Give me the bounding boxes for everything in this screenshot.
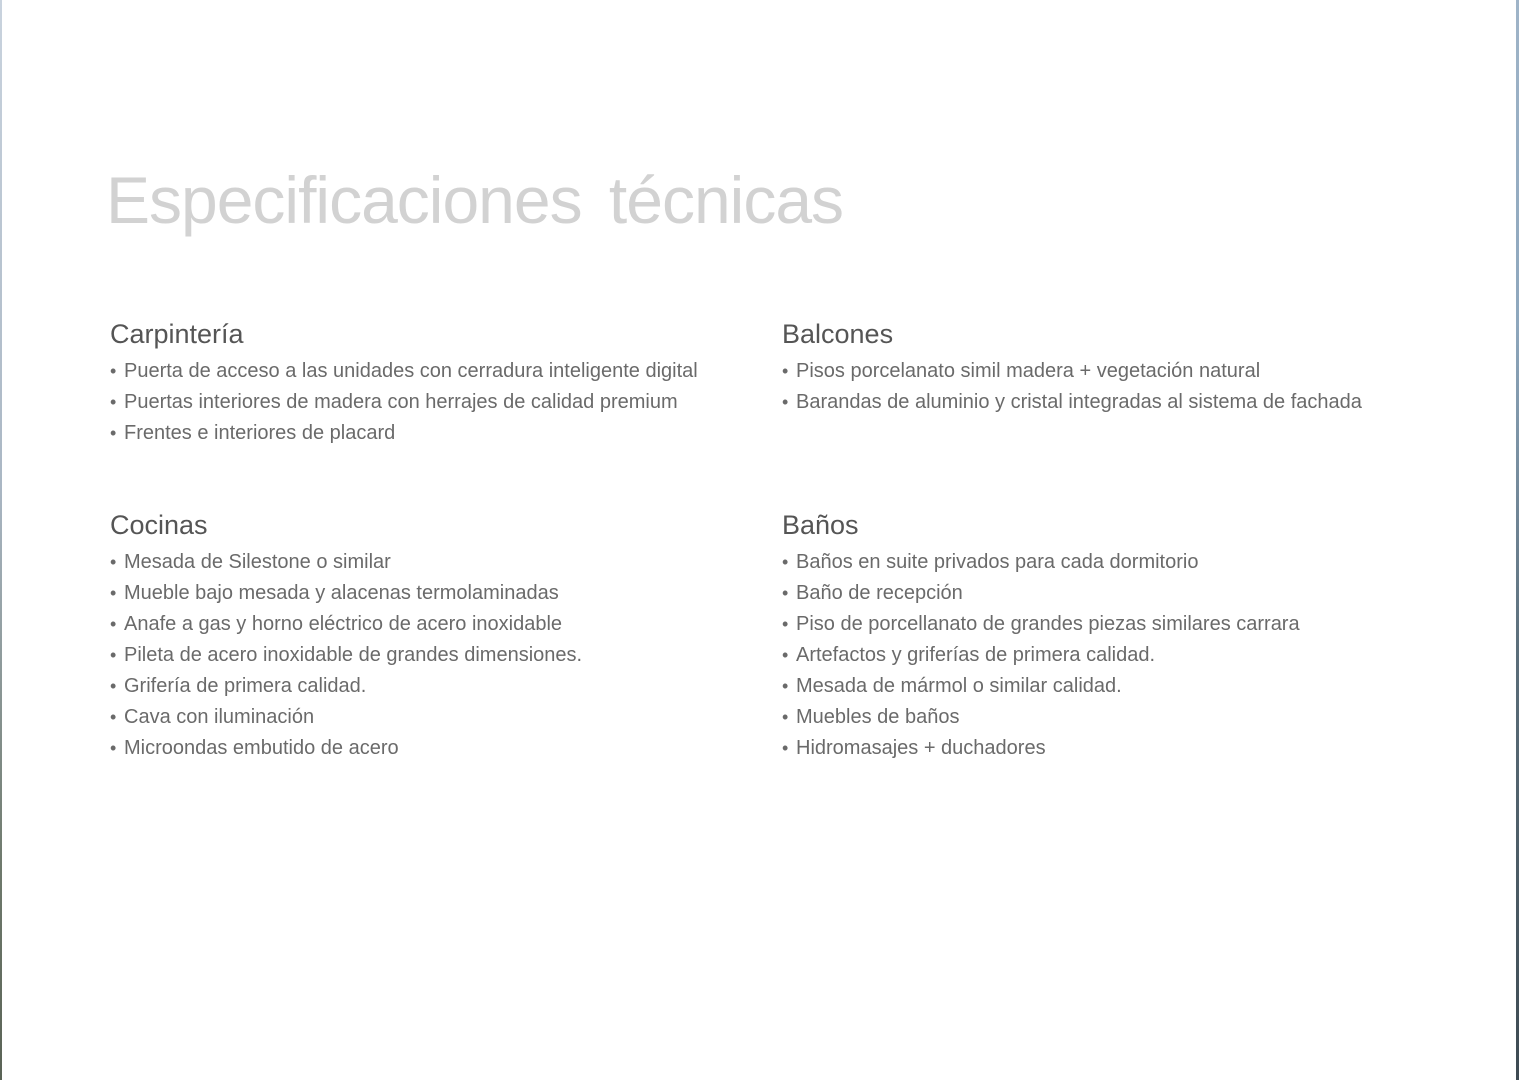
- list-item-text: Baños en suite privados para cada dormitorio: [796, 551, 1199, 573]
- section-banos: [782, 507, 1300, 764]
- spec-list-cocinas: [110, 547, 582, 764]
- bullet-icon: •: [110, 423, 117, 443]
- list-item-text: Puerta de acceso a las unidades con cerradura inteligente digital: [124, 360, 698, 382]
- list-item: [782, 356, 1362, 387]
- list-item: [782, 702, 1300, 733]
- list-item-text: Pileta de acero inoxidable de grandes dimensiones.: [124, 644, 583, 666]
- bullet-icon: •: [782, 645, 789, 665]
- list-item-text: Mueble bajo mesada y alacenas termolaminadas: [124, 582, 559, 604]
- bullet-icon: •: [110, 392, 117, 412]
- list-item-text: Muebles de baños: [796, 706, 960, 728]
- bullet-icon: •: [782, 614, 789, 634]
- list-item: [110, 578, 582, 609]
- list-item-text: Grifería de primera calidad.: [124, 675, 367, 697]
- bullet-icon: •: [782, 583, 789, 603]
- list-item: [782, 387, 1362, 418]
- list-item-text: Hidromasajes + duchadores: [796, 737, 1046, 759]
- list-item: [110, 640, 582, 671]
- bullet-icon: •: [110, 552, 117, 572]
- spec-list-carpinteria: [110, 356, 698, 449]
- list-item-text: Artefactos y griferías de primera calidad.: [796, 644, 1156, 666]
- bullet-icon: •: [110, 707, 117, 727]
- list-item-text: Anafe a gas y horno eléctrico de acero inoxidable: [124, 613, 563, 635]
- bullet-icon: •: [782, 707, 789, 727]
- bullet-icon: •: [110, 645, 117, 665]
- list-item: [110, 387, 698, 418]
- list-item-text: Mesada de mármol o similar calidad.: [796, 675, 1122, 697]
- list-item: [110, 356, 698, 387]
- list-item-text: Mesada de Silestone o similar: [124, 551, 391, 573]
- list-item-text: Baño de recepción: [796, 582, 963, 604]
- spec-list-banos: [782, 547, 1300, 764]
- bullet-icon: •: [782, 361, 789, 381]
- page-title: Especificaciones técnicas: [106, 163, 844, 237]
- list-item-text: Barandas de aluminio y cristal integradas al sistema de fachada: [796, 391, 1362, 413]
- list-item-text: Frentes e interiores de placard: [124, 422, 396, 444]
- bullet-icon: •: [110, 676, 117, 696]
- bullet-icon: •: [782, 738, 789, 758]
- section-heading-cocinas: Cocinas: [110, 510, 208, 540]
- list-item: [110, 671, 582, 702]
- list-item-text: Piso de porcellanato de grandes piezas similares carrara: [796, 613, 1300, 635]
- bullet-icon: •: [782, 552, 789, 572]
- bullet-icon: •: [782, 392, 789, 412]
- list-item: [110, 733, 582, 764]
- list-item: [782, 609, 1300, 640]
- list-item-text: Microondas embutido de acero: [124, 737, 399, 759]
- list-item: [782, 578, 1300, 609]
- bullet-icon: •: [782, 676, 789, 696]
- section-balcones: [782, 316, 1362, 418]
- bullet-icon: •: [110, 361, 117, 381]
- bullet-icon: •: [110, 738, 117, 758]
- list-item-text: Pisos porcelanato simil madera + vegetación natural: [796, 360, 1261, 382]
- section-carpinteria: [110, 316, 698, 449]
- bullet-icon: •: [110, 614, 117, 634]
- list-item: [110, 418, 698, 449]
- list-item-text: Cava con iluminación: [124, 706, 315, 728]
- list-item: [782, 640, 1300, 671]
- list-item: [782, 733, 1300, 764]
- bullet-icon: •: [110, 583, 117, 603]
- list-item: [110, 547, 582, 578]
- page-edge-left: [0, 0, 2, 1080]
- section-heading-carpinteria: Carpintería: [110, 319, 244, 349]
- list-item-text: Puertas interiores de madera con herrajes de calidad premium: [124, 391, 678, 413]
- section-heading-balcones: Balcones: [782, 319, 894, 349]
- list-item: [782, 547, 1300, 578]
- section-heading-banos: Baños: [782, 510, 859, 540]
- list-item: [782, 671, 1300, 702]
- list-item: [110, 702, 582, 733]
- list-item: [110, 609, 582, 640]
- spec-list-balcones: [782, 356, 1362, 418]
- section-cocinas: [110, 507, 582, 764]
